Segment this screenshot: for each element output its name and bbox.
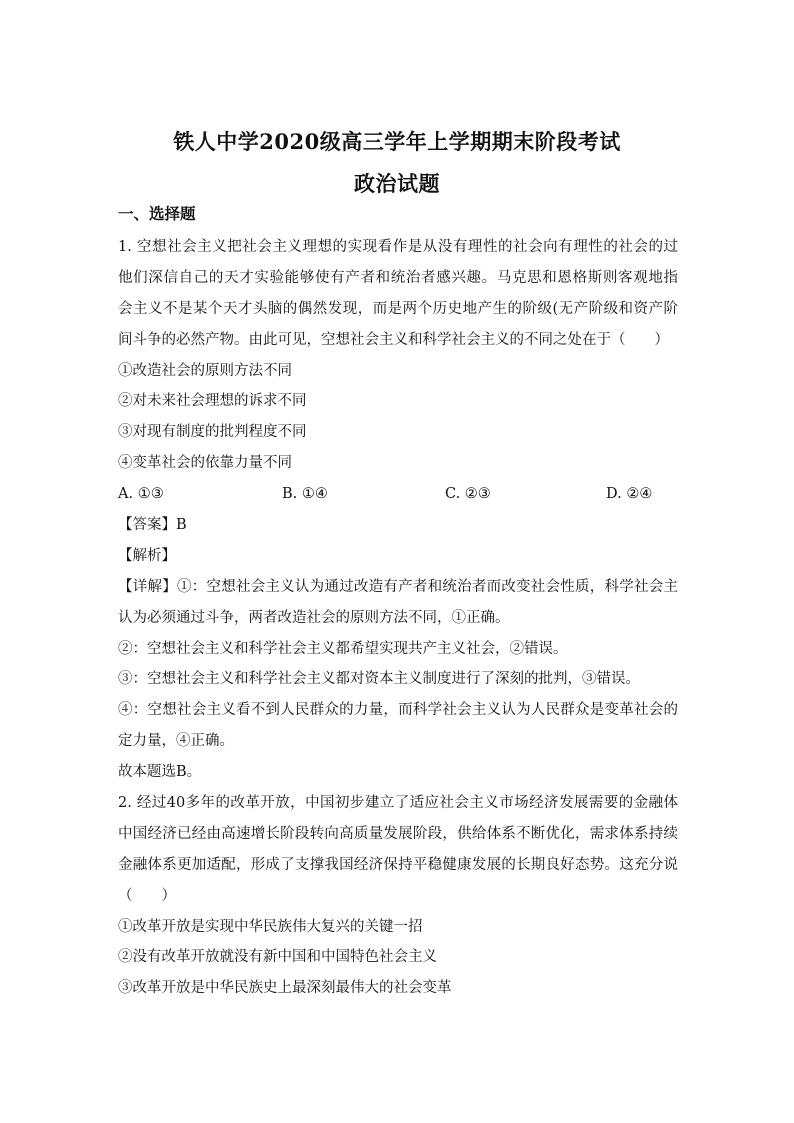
q1-detail-line-6: 定力量，④正确。 [118, 733, 234, 750]
section-heading: 一、选择题 [118, 204, 196, 223]
q1-analysis-label: 【解析】 [118, 547, 176, 564]
q2-option-2: ②没有改革开放就没有新中国和中国特色社会主义 [118, 949, 437, 966]
q1-choice-b: B. ①④ [282, 486, 328, 503]
q1-option-2: ②对未来社会理想的诉求不同 [118, 393, 307, 410]
q1-detail-line-5: ④：空想社会主义看不到人民群众的力量，而科学社会主义认为人民群众是变革社会的 [118, 702, 678, 719]
exam-title: 铁人中学2020级高三学年上学期期末阶段考试 [173, 129, 621, 154]
q2-stem-line-2: 中国经济已经由高速增长阶段转向高质量发展阶段，供给体系不断优化，需求体系持续 [118, 825, 678, 842]
exam-subtitle: 政治试题 [354, 171, 440, 196]
q2-stem-line-3: 金融体系更加适配，形成了支撑我国经济保持平稳健康发展的长期良好态势。这充分说 [118, 856, 678, 873]
q1-stem-line-2: 他们深信自己的天才实验能够使有产者和统治者感兴趣。马克思和恩格斯则客观地指 [118, 269, 678, 286]
q1-choice-a: A. ①③ [118, 486, 164, 503]
q1-stem-line-1: 1. 空想社会主义把社会主义理想的实现看作是从没有理性的社会向有理性的社会的过 [118, 239, 678, 255]
q1-detail-line-1: 【详解】①：空想社会主义认为通过改造有产者和统治者而改变社会性质，科学社会主 [118, 578, 678, 595]
q2-option-3: ③改革开放是中华民族史上最深刻最伟大的社会变革 [118, 980, 452, 997]
q1-stem-line-3: 会主义不是某个天才头脑的偶然发现，而是两个历史地产生的阶级(无产阶级和资产阶 [118, 300, 678, 317]
q1-choice-c: C. ②③ [445, 486, 491, 503]
q1-detail-line-3: ②：空想社会主义和科学社会主义都希望实现共产主义社会，②错误。 [118, 640, 568, 657]
q1-detail-line-4: ③：空想社会主义和科学社会主义都对资本主义制度进行了深刻的批判，③错误。 [118, 671, 640, 688]
question-2 [118, 788, 678, 1004]
q1-option-3: ③对现有制度的批判程度不同 [118, 424, 307, 441]
q2-stem-line-4: （ ） [118, 887, 176, 904]
q1-option-1: ①改造社会的原则方法不同 [118, 362, 292, 379]
q1-detail-line-7: 故本题选B。 [118, 764, 202, 781]
q1-choices [118, 479, 678, 510]
q1-choice-d: D. ②④ [606, 486, 653, 503]
question-1 [118, 232, 678, 788]
q2-stem-line-1: 2. 经过40多年的改革开放，中国初步建立了适应社会主义市场经济发展需要的金融体 [118, 795, 678, 812]
q1-stem-line-4: 间斗争的必然产物。由此可见，空想社会主义和科学社会主义的不同之处在于（ ） [118, 331, 669, 348]
document-body [118, 232, 678, 1004]
q1-option-4: ④变革社会的依靠力量不同 [118, 455, 292, 472]
q1-detail-line-2: 认为必须通过斗争，两者改造社会的原则方法不同，①正确。 [118, 609, 510, 626]
q2-option-1: ①改革开放是实现中华民族伟大复兴的关键一招 [118, 918, 423, 935]
q1-answer: 【答案】B [118, 517, 187, 534]
